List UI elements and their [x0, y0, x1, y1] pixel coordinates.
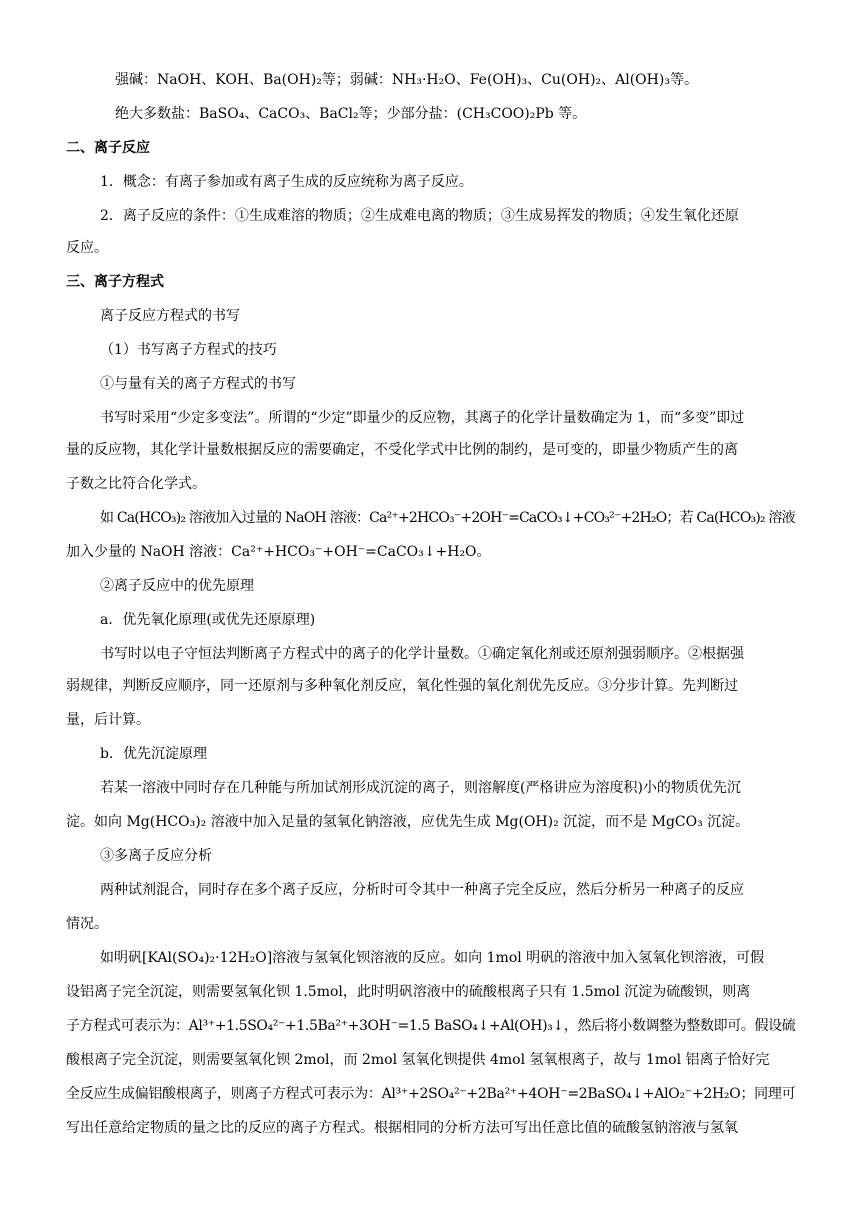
text-line-paragraph-3a: 若某一溶液中同时存在几种能与所加试剂形成沉淀的离子，则溶解度(严格讲应为溶度积)小的物质优先沉	[100, 780, 741, 796]
text-line-paragraph-5e: 全反应生成偏铝酸根离子，则离子方程式可表示为：Al³⁺+2SO₄²⁻+2Ba²⁺+4OH⁻=2BaSO₄↓+AlO₂⁻+2H₂O；同理可	[66, 1086, 796, 1102]
text-line-conditions: 2．离子反应的条件：①生成难溶的物质；②生成难电离的物质；③生成易挥发的物质；④发生氧化还原	[100, 208, 739, 224]
text-line-paragraph-2b: 弱规律，判断反应顺序，同一还原剂与多种氧化剂反应，氧化性强的氧化剂优先反应。③分步计算。先判断过	[66, 678, 738, 694]
text-line-paragraph-2c: 量，后计算。	[66, 712, 150, 728]
text-line-technique-heading: （1）书写离子方程式的技巧	[100, 342, 277, 358]
text-line-paragraph-5c: 子方程式可表示为：Al³⁺+1.5SO₄²⁻+1.5Ba²⁺+3OH⁻=1.5 BaSO₄↓+Al(OH)₃↓，然后将小数调整为整数即可。假设硫	[66, 1018, 796, 1034]
text-line-paragraph-1c: 子数之比符合化学式。	[66, 476, 206, 492]
section-heading-ionic-equation: 三、离子方程式	[66, 274, 164, 290]
text-line-precipitation-heading: b．优先沉淀原理	[100, 746, 207, 762]
text-line-example-1b: 加入少量的 NaOH 溶液：Ca²⁺+HCO₃⁻+OH⁻=CaCO₃↓+H₂O。	[66, 544, 491, 560]
text-line-quantity-heading: ①与量有关的离子方程式的书写	[100, 376, 296, 392]
text-line-oxidation-heading: a．优先氧化原理(或优先还原原理)	[100, 612, 316, 628]
text-line-paragraph-5f: 写出任意给定物质的量之比的反应的离子方程式。根据相同的分析方法可写出任意比值的硫酸氢钠溶液与氢氧	[66, 1120, 738, 1136]
text-line-paragraph-5b: 设铝离子完全沉淀，则需要氢氧化钡 1.5mol，此时明矾溶液中的硫酸根离子只有 1.5mol 沉淀为硫酸钡，则离	[66, 984, 751, 1000]
text-line-paragraph-1b: 量的反应物，其化学计量数根据反应的需要确定，不受化学式中比例的制约，是可变的，即量少物质产生的离	[66, 442, 738, 458]
text-line-multi-ion-heading: ③多离子反应分析	[100, 848, 212, 864]
text-line-priority-heading: ②离子反应中的优先原理	[100, 578, 254, 594]
text-line-conditions-cont: 反应。	[66, 240, 108, 256]
text-line-paragraph-4a: 两种试剂混合，同时存在多个离子反应，分析时可令其中一种离子完全反应，然后分析另一种离子的反应	[100, 882, 744, 898]
text-line-paragraph-2a: 书写时以电子守恒法判断离子方程式中的离子的化学计量数。①确定氧化剂或还原剂强弱顺序。②根据强	[100, 646, 744, 662]
text-line-strong-weak-bases: 强碱：NaOH、KOH、Ba(OH)₂等；弱碱：NH₃·H₂O、Fe(OH)₃、Cu(OH)₂、Al(OH)₃等。	[115, 72, 698, 88]
text-line-example-1a: 如 Ca(HCO₃)₂ 溶液加入过量的 NaOH 溶液：Ca²⁺+2HCO₃⁻+2OH⁻=CaCO₃↓+CO₃²⁻+2H₂O；若 Ca(HCO₃)₂ 溶液	[100, 510, 795, 526]
text-line-salts: 绝大多数盐：BaSO₄、CaCO₃、BaCl₂等；少部分盐：(CH₃COO)₂Pb 等。	[115, 106, 587, 122]
text-line-paragraph-4b: 情况。	[66, 916, 108, 932]
text-line-paragraph-5a: 如明矾[KAl(SO₄)₂·12H₂O]溶液与氢氧化钡溶液的反应。如向 1mol 明矾的溶液中加入氢氧化钡溶液，可假	[100, 950, 765, 966]
text-line-writing: 离子反应方程式的书写	[100, 308, 240, 324]
text-line-paragraph-1a: 书写时采用“少定多变法”。所谓的“少定”即量少的反应物，其离子的化学计量数确定为 1，而“多变”即过	[100, 410, 745, 426]
text-line-paragraph-3b: 淀。如向 Mg(HCO₃)₂ 溶液中加入足量的氢氧化钠溶液，应优先生成 Mg(OH)₂ 沉淀，而不是 MgCO₃ 沉淀。	[66, 814, 750, 830]
text-line-paragraph-5d: 酸根离子完全沉淀，则需要氢氧化钡 2mol，而 2mol 氢氧化钡提供 4mol 氢氧根离子，故与 1mol 铝离子恰好完	[66, 1052, 770, 1068]
text-line-concept: 1．概念：有离子参加或有离子生成的反应统称为离子反应。	[100, 174, 473, 190]
section-heading-ion-reaction: 二、离子反应	[66, 140, 150, 156]
